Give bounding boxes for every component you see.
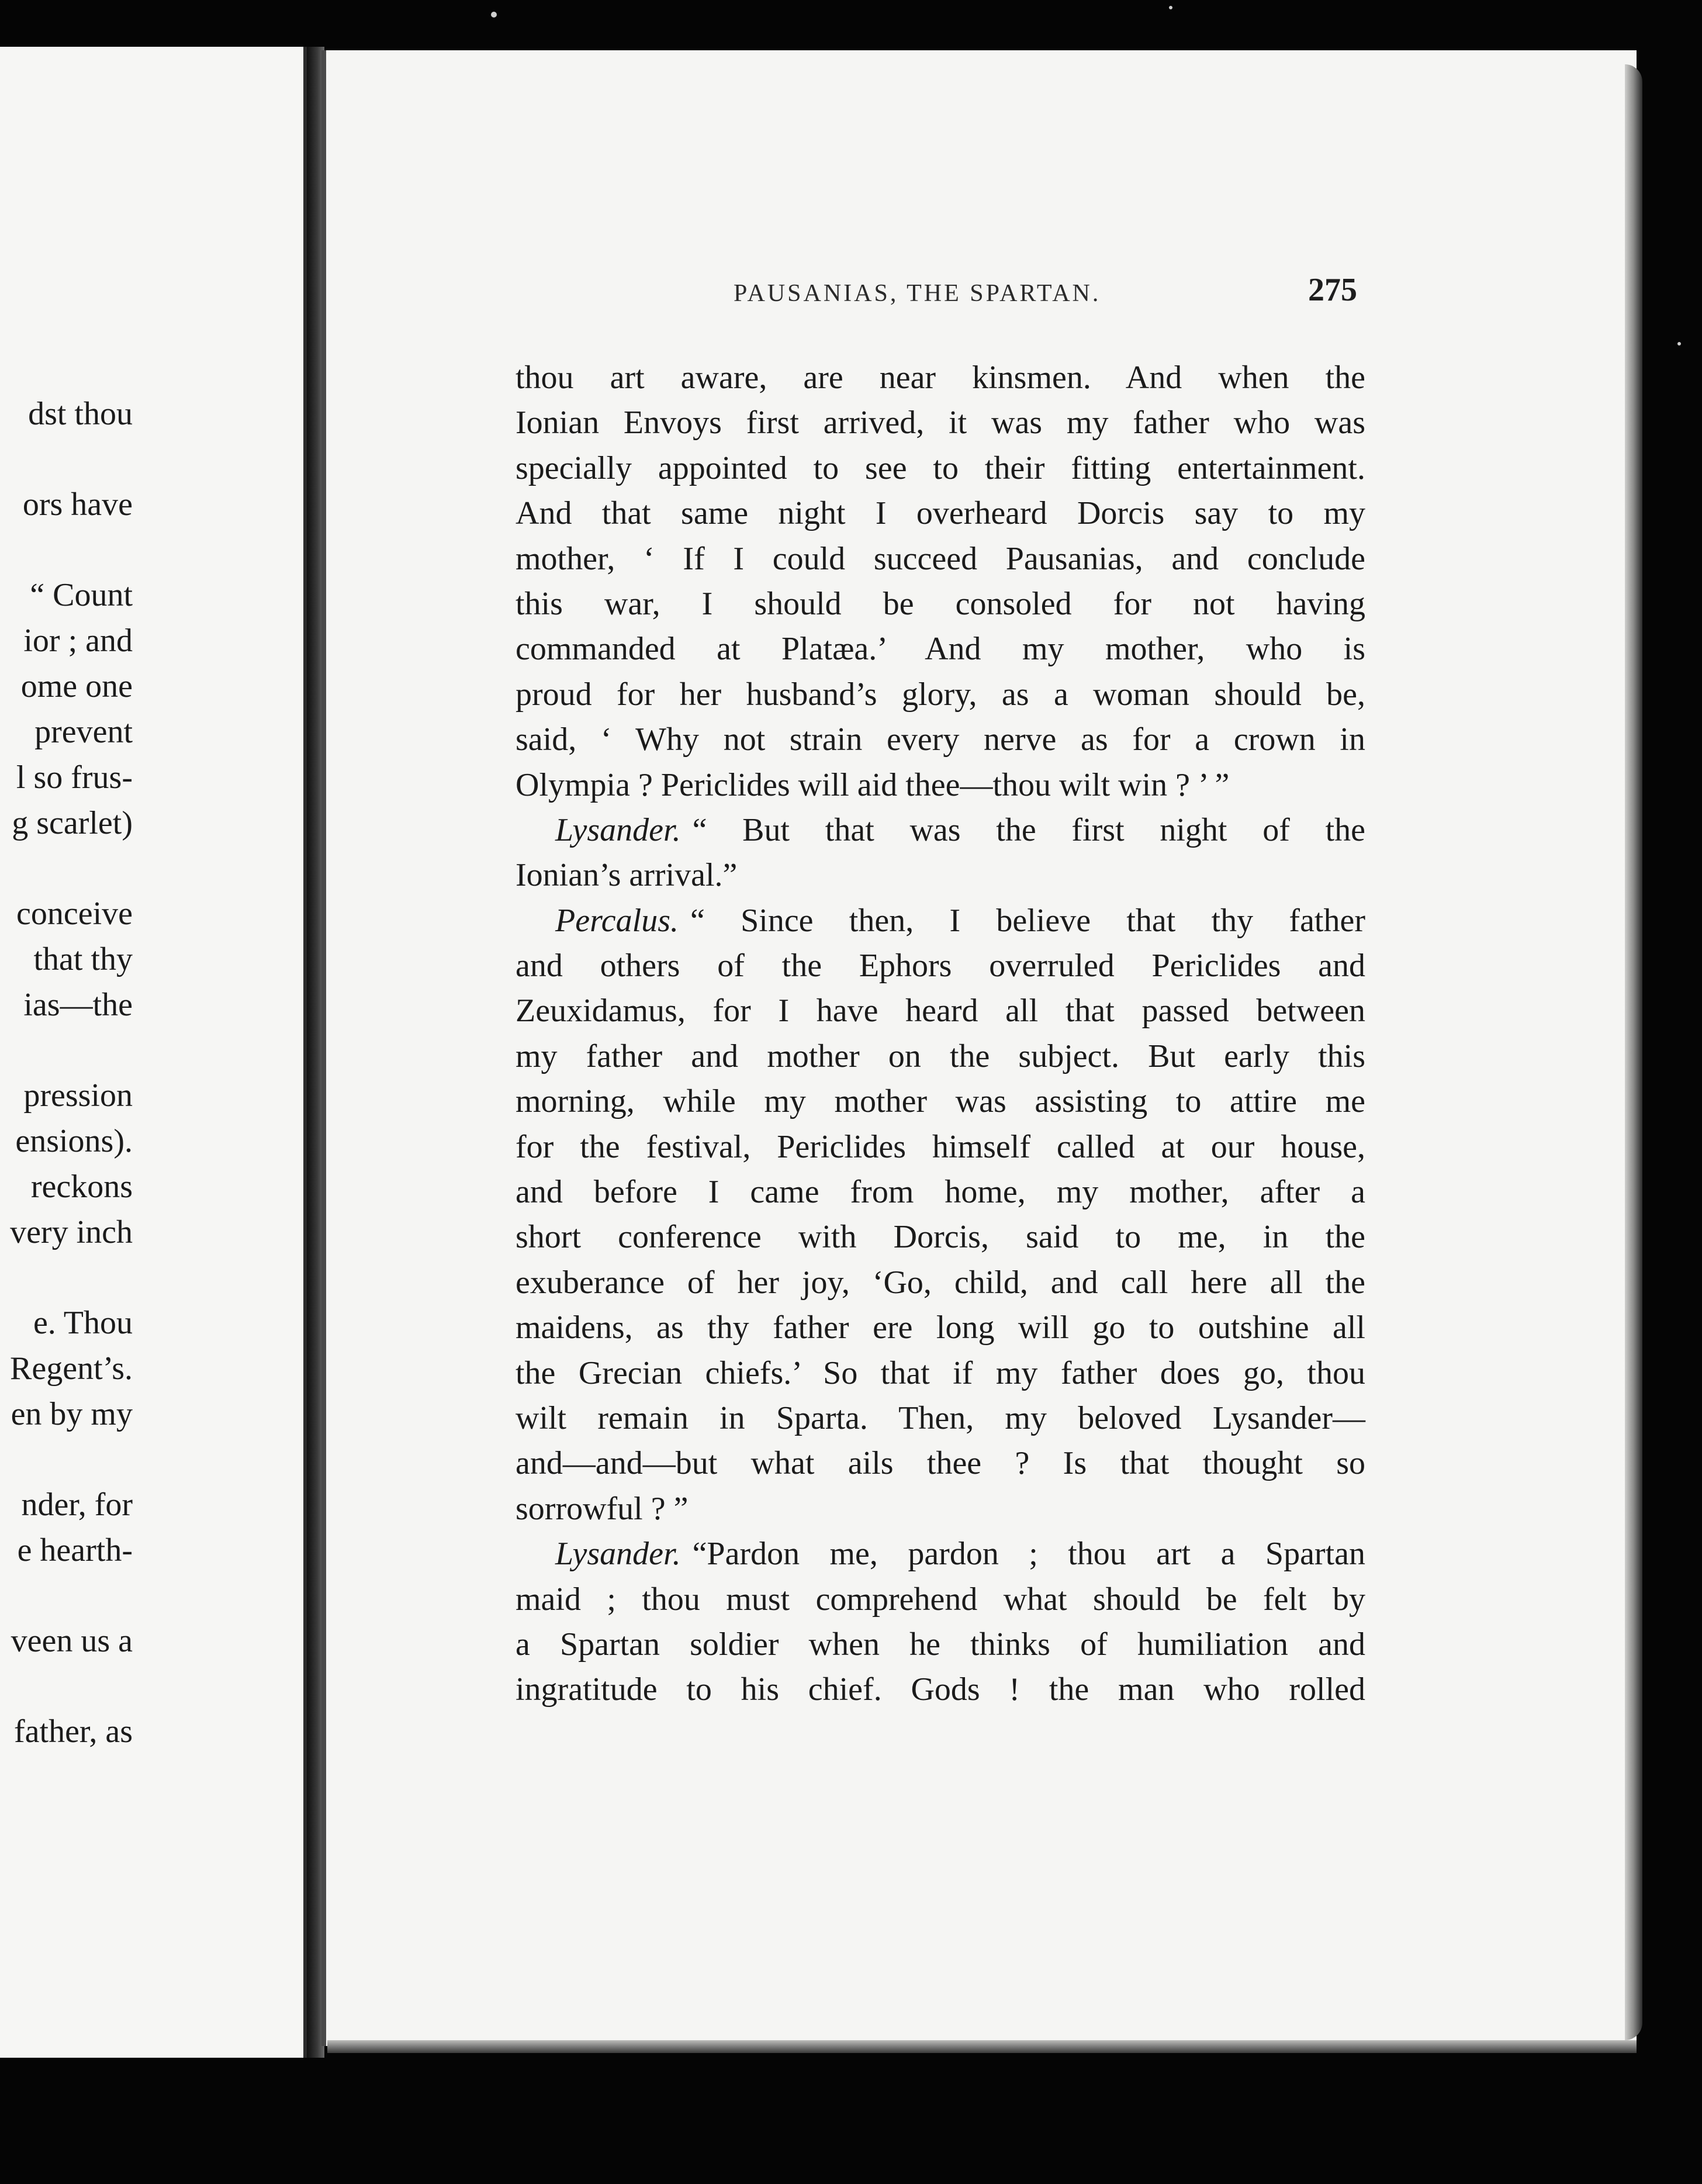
left-page-fragment: ors have: [22, 486, 133, 523]
left-page-fragment: l so frus-: [16, 759, 133, 796]
line-text: said, ‘ Why not strain every nerve as for a crown in: [516, 721, 1365, 758]
text-line: [516, 1215, 1365, 1260]
left-page-fragment: reckons: [30, 1169, 133, 1205]
text-line: [516, 1487, 1365, 1532]
left-page-fragment: en by my: [11, 1396, 133, 1432]
line-text: this war, I should be consoled for not having: [516, 585, 1365, 622]
left-page-fragment: e hearth-: [17, 1532, 133, 1568]
scan-speck: [1677, 342, 1681, 345]
text-line: [516, 1441, 1365, 1486]
left-page-fragment: Regent’s.: [10, 1350, 133, 1387]
left-page-fragment: e. Thou: [33, 1305, 133, 1341]
line-text: the Grecian chiefs.’ So that if my father does go, thou: [516, 1354, 1365, 1391]
left-page-fragment: father, as: [14, 1713, 133, 1750]
left-page-fragment: ias—the: [23, 987, 133, 1023]
text-line: [516, 717, 1365, 762]
line-text: And that same night I overheard Dorcis say to my: [516, 495, 1365, 532]
page-number: 275: [1308, 272, 1357, 308]
line-text: wilt remain in Sparta. Then, my beloved Lysander—: [516, 1399, 1365, 1436]
line-text: and before I came from home, my mother, after a: [516, 1174, 1365, 1211]
line-text: short conference with Dorcis, said to me, in the: [516, 1219, 1365, 1256]
text-line: [516, 1170, 1365, 1215]
body-text: [516, 355, 1365, 1713]
line-text: “ But that was the first night of the: [692, 811, 1365, 848]
line-text: maid ; thou must comprehend what should be felt by: [516, 1581, 1365, 1618]
line-text: “ Since then, I believe that thy father: [690, 902, 1365, 939]
line-text: proud for her husband’s glory, as a woman should be,: [516, 676, 1365, 713]
text-line: [516, 537, 1365, 582]
line-text: specially appointed to see to their fitting entertainment.: [516, 450, 1365, 486]
speaker-name: Lysander.: [555, 1536, 681, 1573]
text-line: [516, 853, 1365, 898]
text-line: [516, 944, 1365, 989]
text-line: [516, 400, 1365, 445]
scan-speck: [491, 12, 497, 18]
line-text: and—and—but what ails thee ? Is that thought so: [516, 1445, 1365, 1482]
text-line: [516, 582, 1365, 627]
text-line: [516, 355, 1365, 400]
text-line: [516, 1351, 1365, 1396]
left-page-fragment: very inch: [10, 1214, 133, 1250]
left-page-fragment: dst thou: [28, 396, 133, 432]
left-page-fragment: prevent: [34, 714, 133, 750]
line-text: mother, ‘ If I could succeed Pausanias, and conclude: [516, 540, 1365, 577]
speech-line: [516, 899, 1365, 944]
line-text: Ionian’s arrival.”: [516, 857, 738, 894]
text-line: [516, 1305, 1365, 1350]
speech-line: [516, 1532, 1365, 1577]
text-line: [516, 1577, 1365, 1622]
line-text: maidens, as thy father ere long will go to outshine all: [516, 1309, 1365, 1346]
text-line: [516, 1079, 1365, 1124]
left-page-fragment: nder, for: [21, 1487, 133, 1523]
left-page-fragment: pression: [23, 1077, 133, 1114]
text-line: [516, 989, 1365, 1034]
line-text: Ionian Envoys first arrived, it was my father who was: [516, 405, 1365, 441]
text-line: [516, 1260, 1365, 1305]
line-text: sorrowful ? ”: [516, 1490, 689, 1527]
left-page-fragment: ior ; and: [23, 623, 133, 659]
text-line: [516, 1034, 1365, 1079]
line-text: Olympia ? Periclides will aid thee—thou wilt win ? ’ ”: [516, 766, 1230, 803]
running-head: PAUSANIAS, THE SPARTAN.: [734, 280, 1101, 307]
right-page-edge: [1625, 64, 1642, 2040]
text-line: [516, 491, 1365, 536]
text-line: [516, 672, 1365, 717]
line-text: my father and mother on the subject. But early this: [516, 1038, 1365, 1074]
speech-line: [516, 808, 1365, 853]
line-text: exuberance of her joy, ‘Go, child, and call here all the: [516, 1264, 1365, 1301]
left-page: [0, 47, 307, 2058]
left-page-fragment: that thy: [33, 941, 133, 977]
line-text: a Spartan soldier when he thinks of humiliation and: [516, 1626, 1365, 1663]
left-page-fragment: conceive: [16, 896, 133, 932]
scan-speck: [1169, 6, 1172, 9]
speaker-name: Percalus.: [555, 902, 679, 939]
line-text: for the festival, Periclides himself called at our house,: [516, 1128, 1365, 1165]
left-page-fragment: ensions).: [15, 1123, 133, 1159]
line-text: ingratitude to his chief. Gods ! the man who rolled: [516, 1671, 1365, 1708]
line-text: thou art aware, are near kinsmen. And when the: [516, 360, 1365, 396]
text-line: [516, 1667, 1365, 1712]
speaker-name: Lysander.: [555, 811, 681, 848]
text-line: [516, 446, 1365, 491]
line-text: “Pardon me, pardon ; thou art a Spartan: [692, 1536, 1365, 1573]
bottom-page-edge: [327, 2040, 1637, 2053]
left-page-fragment: veen us a: [11, 1623, 133, 1659]
line-text: morning, while my mother was assisting to attire me: [516, 1083, 1365, 1120]
left-page-fragment: “ Count: [30, 577, 133, 613]
text-line: [516, 627, 1365, 672]
left-page-fragment: g scarlet): [12, 805, 133, 841]
line-text: Zeuxidamus, for I have heard all that passed between: [516, 993, 1365, 1029]
text-line: [516, 1622, 1365, 1667]
text-line: [516, 1125, 1365, 1170]
line-text: and others of the Ephors overruled Periclides and: [516, 948, 1365, 984]
left-page-fragment: ome one: [20, 668, 133, 704]
line-text: commanded at Platæa.’ And my mother, who is: [516, 631, 1365, 668]
text-line: [516, 1396, 1365, 1441]
text-line: [516, 763, 1365, 808]
